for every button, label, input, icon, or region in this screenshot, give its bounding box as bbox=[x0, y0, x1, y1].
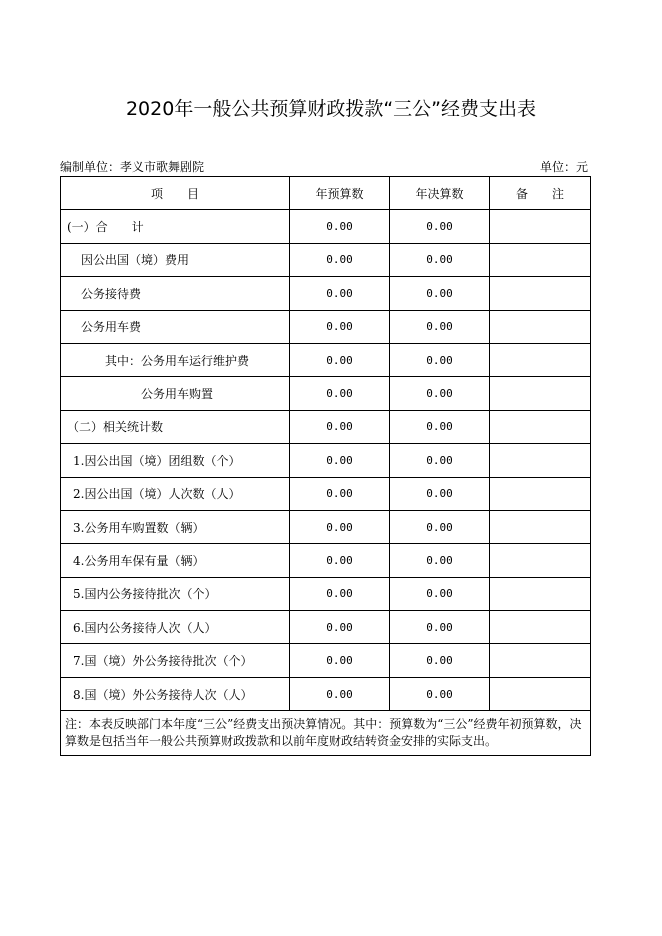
table-row bbox=[61, 243, 591, 276]
row-item: 其中：公务用车运行维护费 bbox=[61, 343, 290, 376]
row-note bbox=[490, 611, 591, 644]
row-final: 0.00 bbox=[390, 677, 490, 710]
header-item: 项 目 bbox=[61, 177, 290, 210]
table-row bbox=[61, 510, 591, 543]
table-row bbox=[61, 444, 591, 477]
footnote-row bbox=[61, 711, 591, 756]
row-note bbox=[490, 577, 591, 610]
row-budget: 0.00 bbox=[290, 343, 390, 376]
row-item: 因公出国（境）费用 bbox=[61, 243, 290, 276]
compiling-unit: 编制单位：孝义市歌舞剧院 bbox=[60, 160, 205, 174]
row-final: 0.00 bbox=[390, 343, 490, 376]
currency-unit: 单位：元 bbox=[539, 160, 588, 174]
table-row bbox=[61, 544, 591, 577]
row-budget: 0.00 bbox=[290, 277, 390, 310]
row-budget: 0.00 bbox=[290, 677, 390, 710]
row-final: 0.00 bbox=[390, 410, 490, 443]
row-note bbox=[490, 377, 591, 410]
row-note bbox=[490, 210, 591, 243]
table-row bbox=[61, 577, 591, 610]
row-item: 8.国（境）外公务接待人次（人） bbox=[61, 677, 290, 710]
row-final: 0.00 bbox=[390, 644, 490, 677]
row-budget: 0.00 bbox=[290, 243, 390, 276]
table-row bbox=[61, 377, 591, 410]
table-row bbox=[61, 277, 591, 310]
row-final: 0.00 bbox=[390, 210, 490, 243]
expense-table bbox=[60, 176, 591, 756]
row-budget: 0.00 bbox=[290, 477, 390, 510]
row-item: 6.国内公务接待人次（人） bbox=[61, 611, 290, 644]
row-budget: 0.00 bbox=[290, 310, 390, 343]
row-budget: 0.00 bbox=[290, 210, 390, 243]
row-item: 公务用车费 bbox=[61, 310, 290, 343]
row-final: 0.00 bbox=[390, 243, 490, 276]
row-final: 0.00 bbox=[390, 577, 490, 610]
table-row bbox=[61, 310, 591, 343]
row-note bbox=[490, 544, 591, 577]
row-note bbox=[490, 277, 591, 310]
row-budget: 0.00 bbox=[290, 510, 390, 543]
row-budget: 0.00 bbox=[290, 577, 390, 610]
row-budget: 0.00 bbox=[290, 644, 390, 677]
row-note bbox=[490, 444, 591, 477]
row-item: 1.因公出国（境）团组数（个） bbox=[61, 444, 290, 477]
row-note bbox=[490, 410, 591, 443]
row-note bbox=[490, 310, 591, 343]
table-row bbox=[61, 644, 591, 677]
row-budget: 0.00 bbox=[290, 611, 390, 644]
row-final: 0.00 bbox=[390, 377, 490, 410]
row-item: 5.国内公务接待批次（个） bbox=[61, 577, 290, 610]
row-note bbox=[490, 243, 591, 276]
row-item: 公务接待费 bbox=[61, 277, 290, 310]
row-final: 0.00 bbox=[390, 510, 490, 543]
row-final: 0.00 bbox=[390, 310, 490, 343]
row-note bbox=[490, 343, 591, 376]
row-final: 0.00 bbox=[390, 277, 490, 310]
page-title: 2020年一般公共预算财政拨款“三公”经费支出表 bbox=[125, 98, 537, 120]
table-row bbox=[61, 410, 591, 443]
row-item: 4.公务用车保有量（辆） bbox=[61, 544, 290, 577]
table-row bbox=[61, 677, 591, 710]
row-note bbox=[490, 644, 591, 677]
header-note: 备 注 bbox=[490, 177, 591, 210]
table-header-row bbox=[61, 177, 591, 210]
table-row bbox=[61, 611, 591, 644]
table-row bbox=[61, 477, 591, 510]
row-note bbox=[490, 677, 591, 710]
table-row bbox=[61, 210, 591, 243]
row-item: 3.公务用车购置数（辆） bbox=[61, 510, 290, 543]
row-budget: 0.00 bbox=[290, 410, 390, 443]
row-note bbox=[490, 477, 591, 510]
row-item: 7.国（境）外公务接待批次（个） bbox=[61, 644, 290, 677]
row-item: 2.因公出国（境）人次数（人） bbox=[61, 477, 290, 510]
header-final: 年决算数 bbox=[390, 177, 490, 210]
row-final: 0.00 bbox=[390, 544, 490, 577]
row-note bbox=[490, 510, 591, 543]
row-final: 0.00 bbox=[390, 477, 490, 510]
row-budget: 0.00 bbox=[290, 544, 390, 577]
row-item: 公务用车购置 bbox=[61, 377, 290, 410]
row-item: (一）合 计 bbox=[61, 210, 290, 243]
row-final: 0.00 bbox=[390, 611, 490, 644]
header-budget: 年预算数 bbox=[290, 177, 390, 210]
row-budget: 0.00 bbox=[290, 444, 390, 477]
footnote: 注：本表反映部门本年度“三公”经费支出预决算情况。其中：预算数为“三公”经费年初预算数，决算数是包括当年一般公共预算财政拨款和以前年度财政结转资金安排的实际支出。 bbox=[61, 711, 591, 756]
table-row bbox=[61, 343, 591, 376]
row-final: 0.00 bbox=[390, 444, 490, 477]
row-budget: 0.00 bbox=[290, 377, 390, 410]
row-item: （二）相关统计数 bbox=[61, 410, 290, 443]
